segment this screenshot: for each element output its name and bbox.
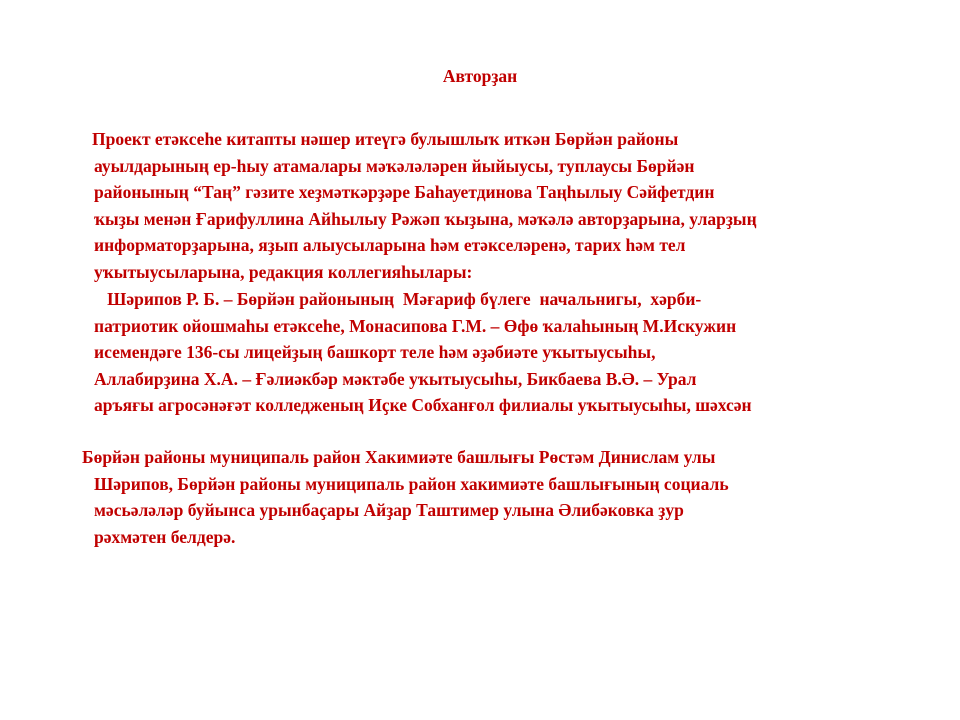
paragraph-acknowledgement-administration bbox=[82, 444, 729, 550]
text-line: Шәрипов, Бөрйән районы муниципаль район хакимиәте башлығының социаль bbox=[94, 473, 729, 494]
text-line: районының “Таң” гәзите хеҙмәткәрҙәре Баһауетдинова Таңһылыу Сәйфетдин bbox=[94, 182, 715, 202]
text-line: ҡыҙы менән Ғарифуллина Айһылыу Рәжәп ҡыҙына, мәҡәлә авторҙарына, уларҙың bbox=[94, 208, 757, 229]
text-line: информаторҙарына, яҙып алыусыларына һәм етәкселәренә, тарих һәм тел bbox=[94, 235, 686, 255]
paragraph-acknowledgement-editors bbox=[94, 286, 752, 419]
text-line: исемендәге 136-сы лицейҙың башкорт теле һәм әҙәбиәте уҡытыусыһы, bbox=[94, 342, 656, 362]
text-line: аръяғы агросәнәғәт колледженың Иҫке Собханғол филиалы уҡытыусыһы, шәхсән bbox=[94, 395, 752, 415]
text-line: Шәрипов Р. Б. – Бөрйән районының Мәғариф бүлеге начальнигы, хәрби- bbox=[94, 289, 702, 309]
text-line: уҡытыусыларына, редакция коллегияһылары: bbox=[94, 261, 473, 282]
paragraph-acknowledgement-authors bbox=[94, 126, 757, 285]
text-line: Бөрйән районы муниципаль район Хакимиәте башлығы Рөстәм Динислам улы bbox=[82, 447, 716, 467]
text-line: Проект етәксеһе китапты нәшер итеүгә булышлыҡ иткән Бөрйән районы bbox=[92, 129, 679, 149]
text-line: мәсьәләләр буйынса урынбаҫары Айҙар Таштимер улына Әлибәковка ҙур bbox=[94, 500, 684, 520]
text-line: Аллабирҙина Х.А. – Ғәлиәкбәр мәктәбе уҡытыусыһы, Бикбаева В.Ә. – Урал bbox=[94, 368, 697, 389]
text-line: ауылдарының ер-һыу атамалары мәҡәләләрен йыйыусы, туплаусы Бөрйән bbox=[94, 155, 695, 176]
text-line: рәхмәтен белдерә. bbox=[94, 526, 236, 547]
text-line: патриотик ойошмаһы етәксеһе, Монасипова Г.М. – Өфө ҡалаһының М.Искужин bbox=[94, 315, 737, 336]
slide-title: Авторҙан bbox=[442, 66, 518, 86]
